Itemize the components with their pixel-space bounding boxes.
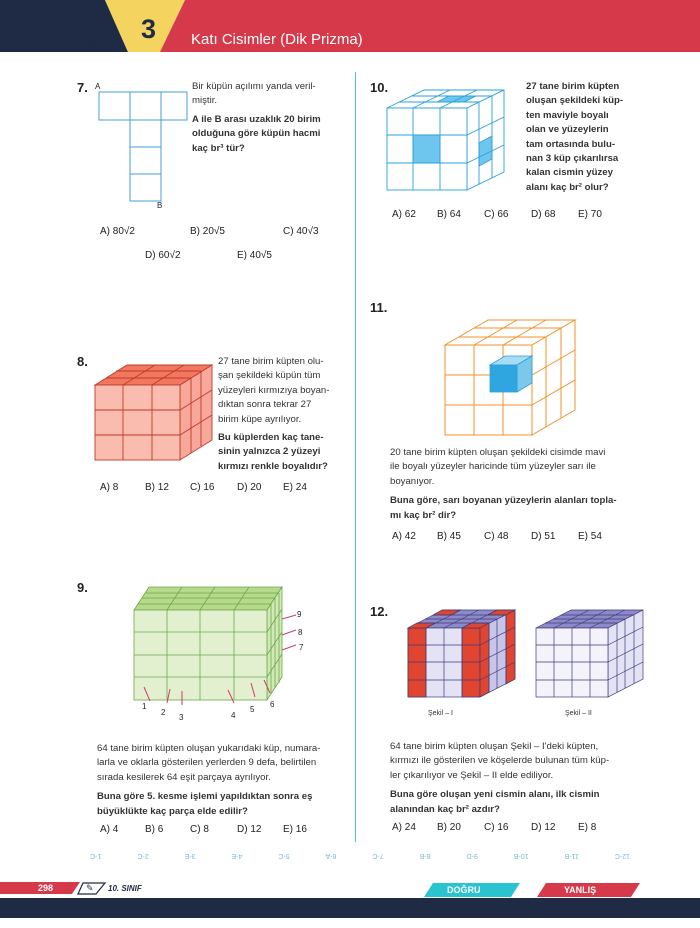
- page-footer: [0, 880, 700, 923]
- q8-option-d[interactable]: D) 20: [237, 482, 262, 493]
- q12-figure-2-label: Şekil – II: [565, 710, 592, 717]
- publisher-icon: ✎: [86, 883, 94, 893]
- answer-key-item: 5-C: [278, 852, 290, 859]
- answer-key-item: 12-C: [614, 852, 630, 859]
- q12-line: kırmızı ile gösterilen ve köşelerde bulunan tüm küp-: [390, 755, 610, 767]
- q12-option-c[interactable]: C) 16: [484, 822, 509, 833]
- q12-line: ler çıkarılıyor ve Şekil – II elde ediliyor.: [390, 769, 554, 781]
- q8-red-cube: [92, 360, 220, 465]
- q7-bold: kaç br³ tür?: [192, 142, 245, 154]
- answer-key-item: 6-A: [325, 852, 337, 859]
- q11-line: ile boyalı yüzeyler haricinde tüm yüzeyler sarı ile: [390, 461, 596, 473]
- page-number: 298: [38, 883, 54, 893]
- q10-option-b[interactable]: B) 64: [437, 209, 461, 220]
- q9-cut-label-2: 2: [161, 708, 166, 717]
- q12-number: 12.: [370, 604, 389, 619]
- q12-figure-2: [533, 606, 648, 701]
- q8-option-e[interactable]: E) 24: [283, 482, 307, 493]
- q9-cut-label-7: 7: [299, 643, 304, 652]
- q7-line: miştir.: [192, 95, 218, 107]
- q11-line: boyanıyor.: [390, 475, 435, 487]
- q12-option-d[interactable]: D) 12: [531, 822, 556, 833]
- q9-option-b[interactable]: B) 6: [145, 824, 164, 835]
- answer-key-item: 8-B: [419, 852, 431, 859]
- q10-option-d[interactable]: D) 68: [531, 209, 556, 220]
- q12-bold: Buna göre oluşan yeni cismin alanı, ilk cismin: [390, 789, 600, 801]
- q8-bold: kırmızı renkle boyalıdır?: [218, 460, 328, 472]
- q12-bold: alanından kaç br² azdır?: [390, 803, 500, 815]
- q9-option-a[interactable]: A) 4: [100, 824, 119, 835]
- q7-option-b[interactable]: B) 20√5: [190, 226, 225, 237]
- q10-line: tam ortasında bulu-: [526, 138, 616, 150]
- answer-key-item: 11-B: [564, 852, 579, 859]
- q7-option-c[interactable]: C) 40√3: [283, 226, 319, 237]
- q8-line: birim küpe ayrılıyor.: [218, 413, 302, 425]
- q12-option-a[interactable]: A) 24: [392, 822, 416, 833]
- q10-line: kalan cismin yüzey: [526, 167, 613, 179]
- q10-option-a[interactable]: A) 62: [392, 209, 416, 220]
- q7-point-a: A: [95, 82, 101, 91]
- q10-line: alanı kaç br² olur?: [526, 181, 609, 193]
- q8-bold: sinin yalnızca 2 yüzeyi: [218, 446, 321, 458]
- q10-option-e[interactable]: E) 70: [578, 209, 602, 220]
- q9-green-cube: [130, 583, 310, 708]
- q9-cut-label-5: 5: [250, 705, 255, 714]
- q12-figure-1-label: Şekil – I: [428, 710, 453, 717]
- q8-line: 27 tane birim küpten olu-: [218, 356, 324, 367]
- q9-option-e[interactable]: E) 16: [283, 824, 307, 835]
- q8-line: yüzeyleri kırmızıya boyan-: [218, 384, 330, 396]
- q11-option-d[interactable]: D) 51: [531, 531, 556, 542]
- q7-bold: olduğuna göre küpün hacmi: [192, 128, 321, 140]
- q8-option-b[interactable]: B) 12: [145, 482, 169, 493]
- answer-key-item: 9-D: [466, 852, 478, 859]
- q9-line: 64 tane birim küpten oluşan yukarıdaki küp, numara-: [97, 743, 321, 754]
- q9-cut-label-9: 9: [297, 610, 302, 619]
- q8-option-a[interactable]: A) 8: [100, 482, 119, 493]
- q9-line: larla ve oklarla gösterilen yerlerden 9 defa, belirtilen: [97, 757, 317, 769]
- page-title: Katı Cisimler (Dik Prizma): [191, 31, 363, 48]
- answer-key-item: 10-B: [513, 852, 529, 859]
- q11-option-e[interactable]: E) 54: [578, 531, 602, 542]
- q12-option-e[interactable]: E) 8: [578, 822, 597, 833]
- q9-cut-label-8: 8: [298, 628, 303, 637]
- q9-cut-label-3: 3: [179, 713, 184, 722]
- q9-text: [97, 742, 352, 819]
- q7-line: Bir küpün açılımı yanda veril-: [192, 81, 316, 92]
- q10-option-c[interactable]: C) 66: [484, 209, 509, 220]
- q9-bold: büyüklükte kaç parça elde edilir?: [97, 805, 248, 817]
- test-number: 3: [141, 14, 157, 44]
- q10-text: [526, 80, 641, 195]
- q9-cut-label-4: 4: [231, 711, 236, 720]
- q10-line: olan ve yüzeylerin: [526, 124, 609, 136]
- answer-key-item: 2-C: [137, 852, 149, 859]
- q10-line: oluşan şekildeki küp-: [526, 95, 624, 107]
- q7-bold: A ile B arası uzaklık 20 birim: [192, 113, 321, 125]
- wrong-label: YANLIŞ: [564, 885, 597, 895]
- q11-line: 20 tane birim küpten oluşan şekildeki cisimde mavi: [390, 447, 606, 458]
- q8-option-c[interactable]: C) 16: [190, 482, 215, 493]
- q12-text: [390, 740, 690, 817]
- grade-label: 10. SINIF: [108, 884, 142, 893]
- q11-bold: Buna göre, sarı boyanan yüzeylerin alanları topla-: [390, 495, 617, 507]
- q9-option-d[interactable]: D) 12: [237, 824, 262, 835]
- q8-bold: Bu küplerden kaç tane-: [218, 432, 324, 444]
- q7-point-b: B: [157, 201, 163, 210]
- q12-option-b[interactable]: B) 20: [437, 822, 461, 833]
- q11-option-b[interactable]: B) 45: [437, 531, 461, 542]
- answer-key-item: 7-C: [372, 852, 384, 859]
- column-divider: [355, 72, 356, 842]
- q10-line: nan 3 küp çıkarılırsa: [526, 153, 619, 165]
- q9-line: sırada kesilerek 64 eşit parçaya ayrılıyor.: [97, 771, 271, 783]
- q8-text: [218, 355, 348, 474]
- q11-orange-shape: [440, 316, 585, 441]
- q12-line: 64 tane birim küpten oluşan Şekil – I'deki küpten,: [390, 741, 599, 752]
- q11-bold: mı kaç br² dir?: [390, 509, 457, 521]
- q7-option-d[interactable]: D) 60√2: [145, 250, 181, 261]
- answer-key: [90, 852, 630, 859]
- q12-figure-1: [405, 606, 520, 701]
- q7-option-a[interactable]: A) 80√2: [100, 226, 135, 237]
- q7-option-e[interactable]: E) 40√5: [237, 250, 272, 261]
- q8-line: dıktan sonra tekrar 27: [218, 399, 312, 411]
- answer-key-item: 1-C: [90, 852, 102, 859]
- q10-blue-cube: [384, 86, 514, 196]
- q9-option-c[interactable]: C) 8: [190, 824, 209, 835]
- q10-line: 27 tane birim küpten: [526, 81, 620, 92]
- q7-text: [192, 80, 342, 156]
- answer-key-item: 3-E: [184, 852, 196, 859]
- correct-label: DOĞRU: [447, 885, 481, 895]
- q8-number: 8.: [77, 354, 88, 369]
- page-header: [0, 0, 700, 60]
- q11-text: [390, 446, 690, 523]
- q11-option-c[interactable]: C) 48: [484, 531, 509, 542]
- answer-key-item: 4-E: [231, 852, 243, 859]
- q8-line: şan şekildeki küpün tüm: [218, 370, 321, 382]
- q7-number: 7.: [77, 80, 88, 95]
- q9-bold: Buna göre 5. kesme işlemi yapıldıktan sonra eş: [97, 791, 313, 803]
- q9-cut-label-1: 1: [142, 702, 147, 711]
- q11-option-a[interactable]: A) 42: [392, 531, 416, 542]
- q9-cut-label-6: 6: [270, 700, 275, 709]
- test-label: TEST: [62, 41, 119, 53]
- q9-number: 9.: [77, 580, 88, 595]
- q10-line: ten maviyle boyalı: [526, 109, 609, 121]
- q10-number: 10.: [370, 80, 389, 95]
- q7-cube-net: [92, 80, 192, 210]
- q11-number: 11.: [370, 300, 388, 315]
